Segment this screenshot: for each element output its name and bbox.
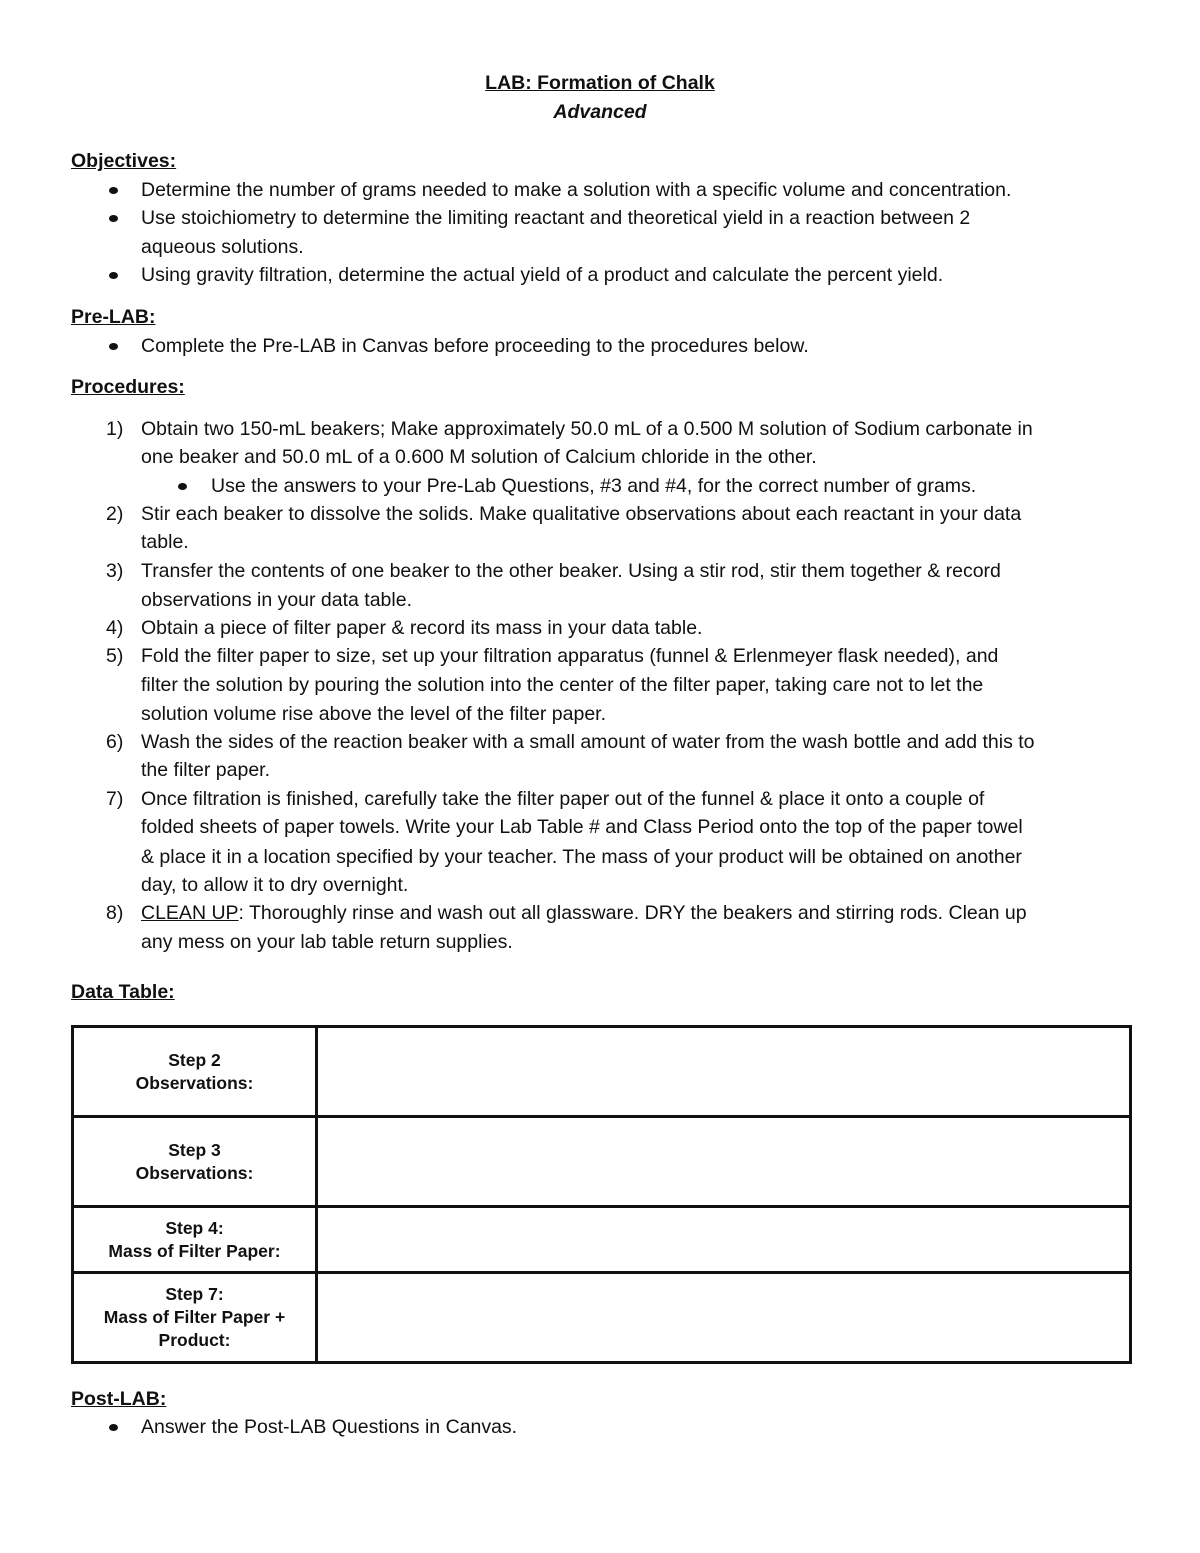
objective-item: Using gravity filtration, determine the actual yield of a product and calculate the percent yield. — [141, 264, 944, 286]
postlab-item: Answer the Post-LAB Questions in Canvas. — [141, 1416, 518, 1438]
page-subtitle: Advanced — [553, 101, 647, 123]
table-row-label — [73, 1117, 317, 1207]
procedure-step: Obtain a piece of filter paper & record its mass in your data table. — [141, 617, 703, 639]
objectives-heading: Objectives: — [71, 150, 177, 172]
procedure-step: Once filtration is finished, carefully take the filter paper out of the funnel & place it onto a couple of — [141, 788, 985, 810]
table-row — [73, 1273, 1131, 1363]
objective-item: Determine the number of grams needed to make a solution with a specific volume and concentration. — [141, 179, 1012, 201]
bullet-icon — [109, 272, 118, 279]
procedure-step-continued: any mess on your lab table return supplies. — [141, 931, 513, 953]
procedure-step-continued: observations in your data table. — [141, 589, 413, 611]
step-number: 4) — [106, 617, 124, 639]
label-line: Product: — [158, 1330, 231, 1350]
step-number: 8) — [106, 902, 124, 924]
step-number: 2) — [106, 503, 124, 525]
table-row-label — [73, 1207, 317, 1273]
data-table — [71, 1025, 1132, 1364]
table-row — [73, 1207, 1131, 1273]
procedure-step-continued: day, to allow it to dry overnight. — [141, 874, 409, 896]
bullet-icon — [178, 483, 187, 490]
clean-up-text: : Thoroughly rinse and wash out all glassware. DRY the beakers and stirring rods. Clean up — [238, 902, 1027, 924]
procedure-step: Obtain two 150-mL beakers; Make approximately 50.0 mL of a 0.500 M solution of Sodium carbonate in — [141, 418, 1033, 440]
label-line: Step 7: — [165, 1284, 224, 1304]
objective-item-continued: aqueous solutions. — [141, 236, 304, 258]
procedure-sub-item: Use the answers to your Pre-Lab Questions, #3 and #4, for the correct number of grams. — [211, 475, 977, 497]
table-answer-cell[interactable] — [317, 1027, 1131, 1117]
procedure-step-continued: filter the solution by pouring the solution into the center of the filter paper, taking care not to let the — [141, 674, 984, 696]
procedure-step: Stir each beaker to dissolve the solids. Make qualitative observations about each reactant in your data — [141, 503, 1022, 525]
procedure-step-continued: table. — [141, 531, 189, 553]
label-line: Step 2 — [168, 1049, 221, 1070]
table-row — [73, 1117, 1131, 1207]
procedure-step: Wash the sides of the reaction beaker with a small amount of water from the wash bottle and add this to — [141, 731, 1035, 753]
procedure-step-continued: & place it in a location specified by your teacher. The mass of your product will be obtained on another — [141, 846, 1022, 868]
bullet-icon — [109, 1424, 118, 1431]
label-line: Mass of Filter Paper: — [108, 1240, 281, 1261]
table-answer-cell[interactable] — [317, 1273, 1131, 1363]
step-number: 3) — [106, 560, 124, 582]
step-number: 5) — [106, 645, 124, 667]
bullet-icon — [109, 215, 118, 222]
label-line: Mass of Filter Paper + — [103, 1307, 286, 1327]
step-number: 6) — [106, 731, 124, 753]
label-line: Observations: — [135, 1072, 254, 1093]
data-table-heading: Data Table: — [71, 981, 175, 1003]
procedure-step-continued: solution volume rise above the level of the filter paper. — [141, 703, 607, 725]
label-line: Step 3 — [168, 1139, 221, 1160]
table-row-label — [73, 1273, 317, 1363]
procedure-step-continued: one beaker and 50.0 mL of a 0.600 M solution of Calcium chloride in the other. — [141, 446, 817, 468]
procedure-step-continued: folded sheets of paper towels. Write your Lab Table # and Class Period onto the top of the paper towel — [141, 816, 1023, 838]
prelab-item: Complete the Pre-LAB in Canvas before proceeding to the procedures below. — [141, 335, 809, 357]
procedure-step-continued: the filter paper. — [141, 759, 270, 781]
step-number: 7) — [106, 788, 124, 810]
page-title: LAB: Formation of Chalk — [485, 72, 715, 94]
table-row — [73, 1027, 1131, 1117]
postlab-heading: Post-LAB: — [71, 1388, 167, 1410]
procedure-step: Transfer the contents of one beaker to the other beaker. Using a stir rod, stir them together & record — [141, 560, 1001, 582]
clean-up-label: CLEAN UP — [141, 902, 239, 924]
procedure-step — [141, 902, 1027, 925]
prelab-heading: Pre-LAB: — [71, 306, 156, 328]
objective-item: Use stoichiometry to determine the limiting reactant and theoretical yield in a reaction between 2 — [141, 207, 971, 229]
step-number: 1) — [106, 418, 124, 440]
procedure-step: Fold the filter paper to size, set up your filtration apparatus (funnel & Erlenmeyer flask needed), and — [141, 645, 999, 667]
table-row-label — [73, 1027, 317, 1117]
label-line: Observations: — [135, 1162, 254, 1183]
table-answer-cell[interactable] — [317, 1117, 1131, 1207]
label-line: Step 4: — [165, 1217, 224, 1238]
bullet-icon — [109, 343, 118, 350]
bullet-icon — [109, 187, 118, 194]
procedures-heading: Procedures: — [71, 376, 185, 398]
table-answer-cell[interactable] — [317, 1207, 1131, 1273]
